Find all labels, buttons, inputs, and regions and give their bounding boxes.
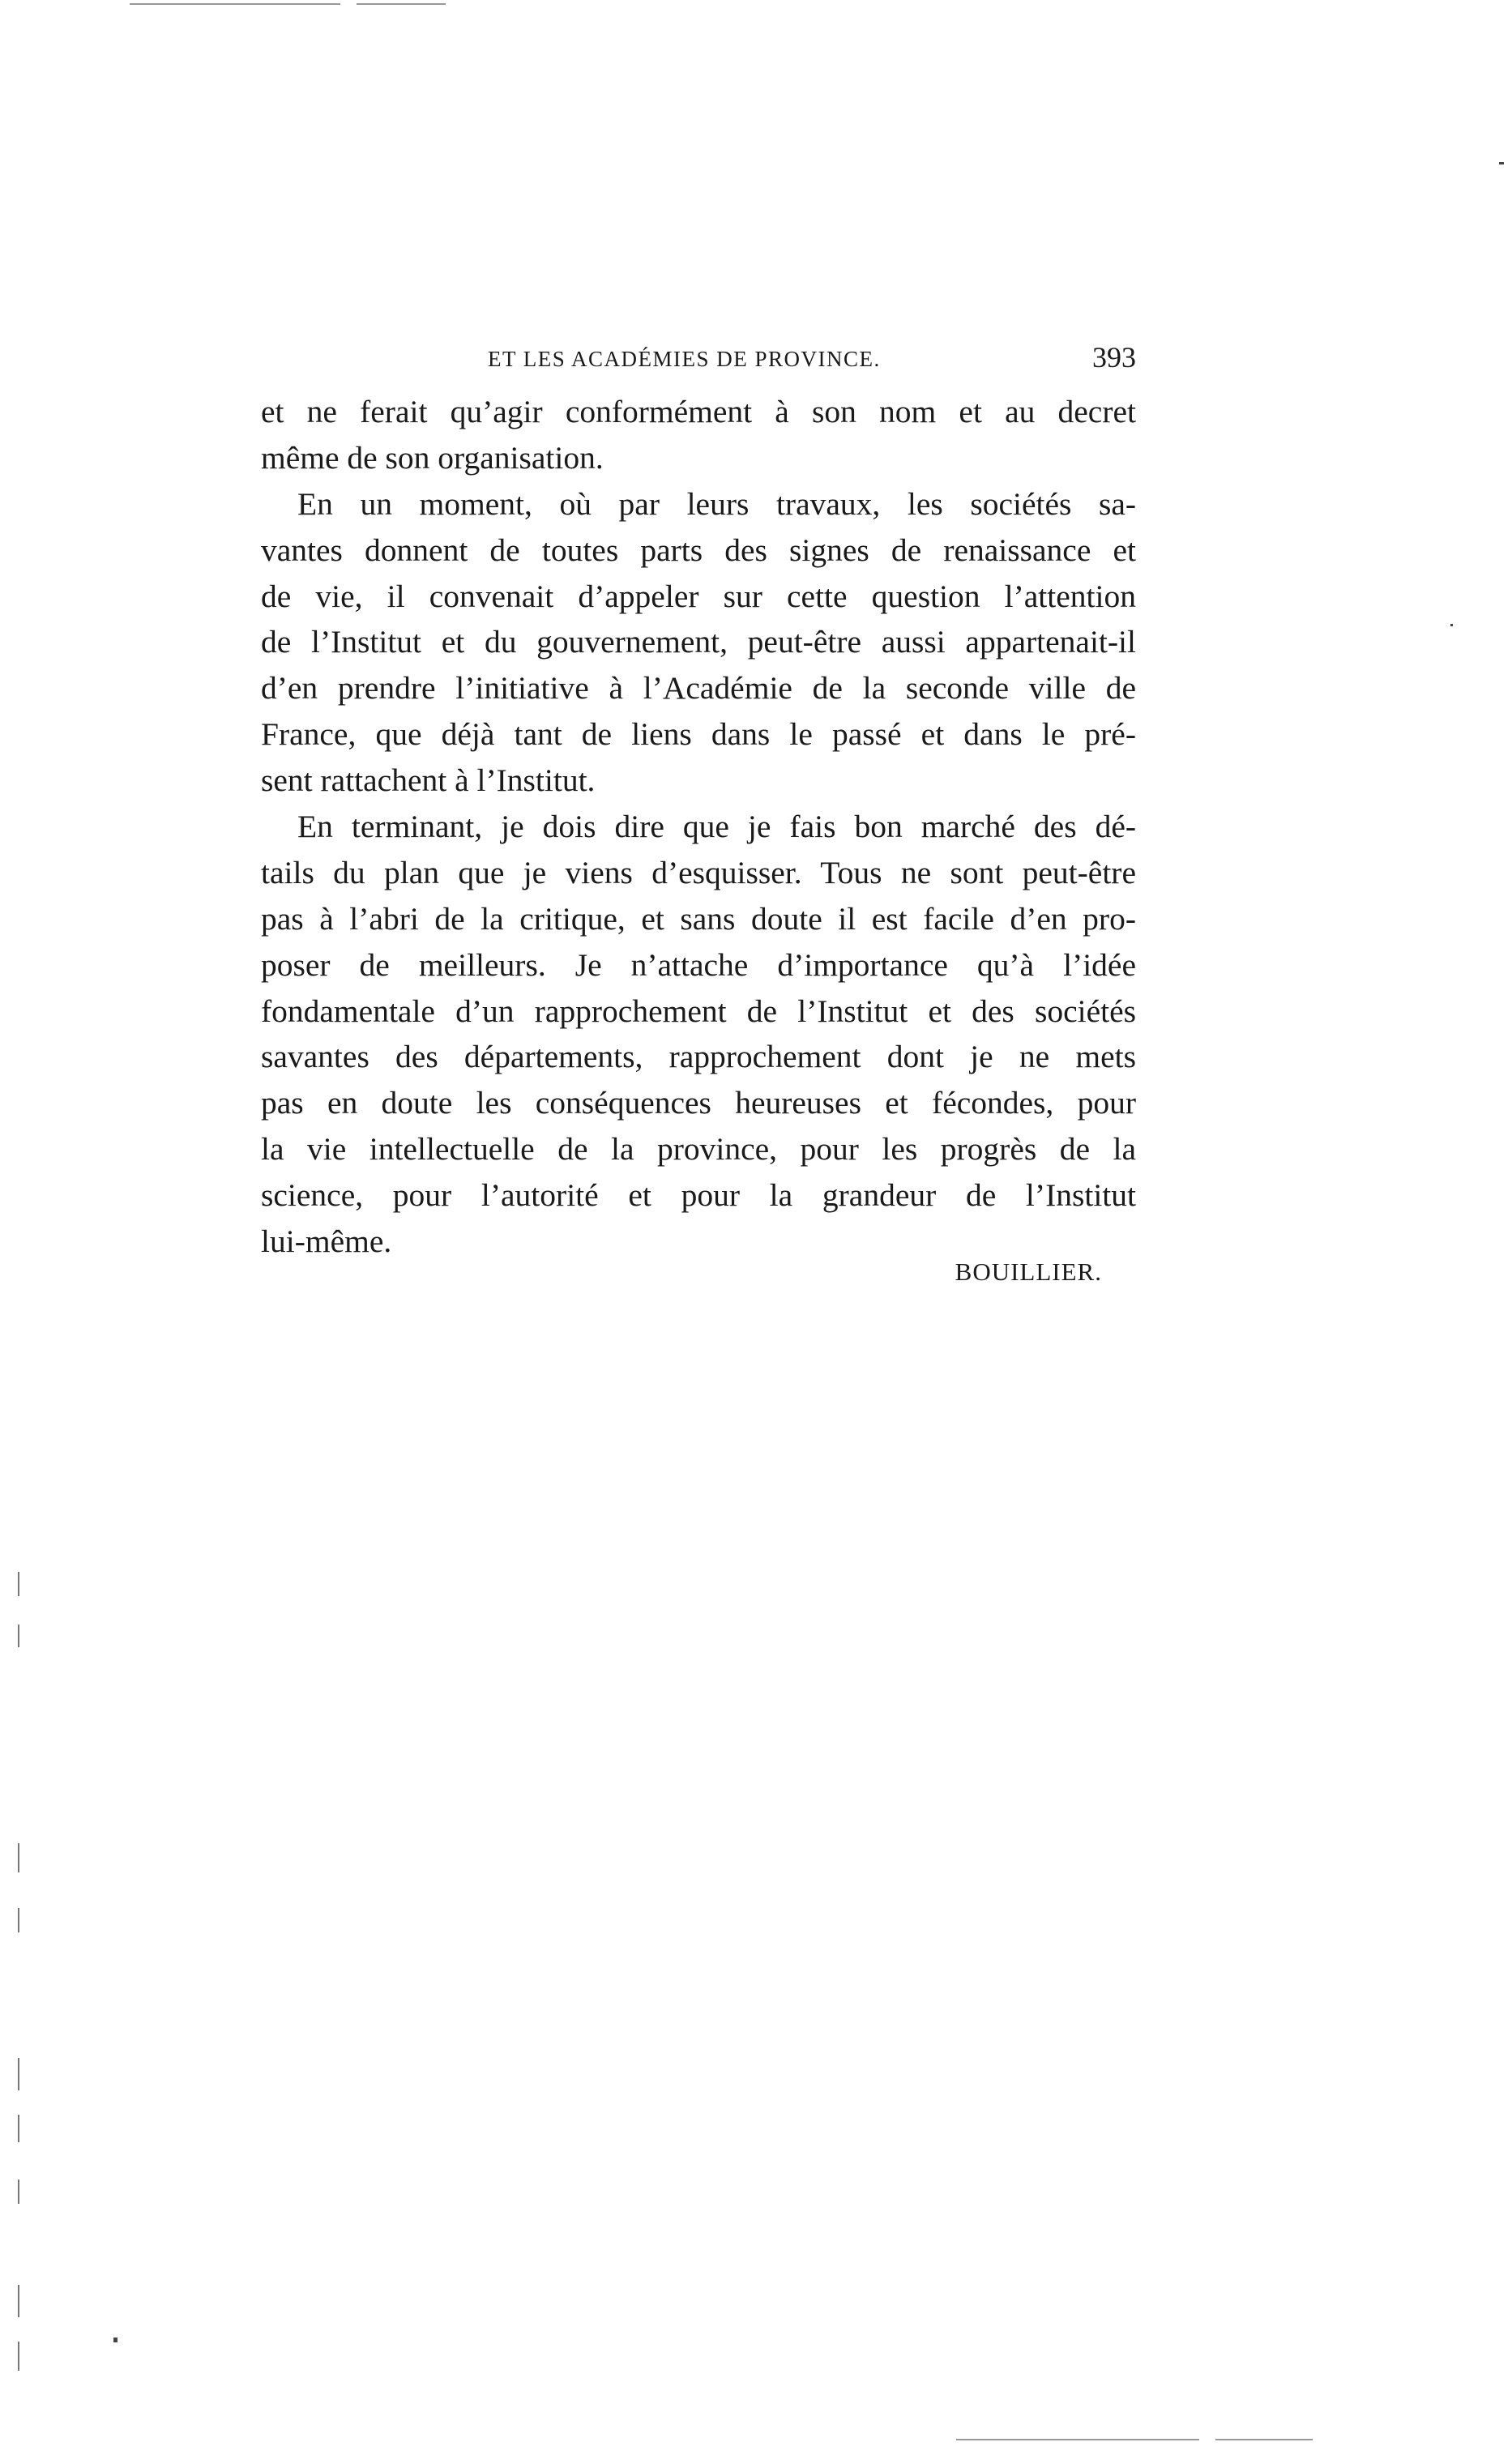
- margin-mark: [18, 2058, 19, 2090]
- margin-mark: [18, 1908, 19, 1932]
- text-line: savantes des départements, rapprochement dont je ne mets: [261, 1039, 1136, 1075]
- text-line: poser de meilleurs. Je n’attache d’importance qu’à l’idée: [261, 946, 1136, 983]
- text-line: science, pour l’autorité et pour la grandeur de l’Institut: [261, 1177, 1136, 1214]
- scan-mark: [130, 3, 340, 5]
- text-line: de l’Institut et du gouvernement, peut-être aussi appartenait-il: [261, 624, 1136, 660]
- text-line: pas à l’abri de la critique, et sans doute il est facile d’en pro-: [261, 900, 1136, 937]
- text-line: tails du plan que je viens d’esquisser. Tous ne sont peut-être: [261, 854, 1136, 890]
- text-line: lui-même.: [261, 1223, 392, 1260]
- text-line: d’en prendre l’initiative à l’Académie de la seconde ville de: [261, 670, 1136, 707]
- author-signature: BOUILLIER.: [955, 1257, 1102, 1286]
- text-line: France, que déjà tant de liens dans le passé et dans le pré-: [261, 716, 1136, 753]
- margin-mark: [18, 2285, 19, 2317]
- body-text: [261, 389, 1136, 1265]
- text-line: sent rattachent à l’Institut.: [261, 762, 596, 799]
- margin-mark: [18, 1572, 19, 1596]
- text-line: de vie, il convenait d’appeler sur cette question l’attention: [261, 578, 1136, 614]
- margin-mark: [18, 2342, 19, 2371]
- margin-mark: [18, 1843, 19, 1872]
- text-line: vantes donnent de toutes parts des signes de renaissance et: [261, 532, 1136, 568]
- margin-mark: [18, 1625, 19, 1647]
- text-line: la vie intellectuelle de la province, pour les progrès de la: [261, 1131, 1136, 1168]
- margin-mark: [18, 2180, 19, 2204]
- scan-mark: [113, 2338, 117, 2342]
- text-line: et ne ferait qu’agir conformément à son nom et au decret: [261, 394, 1136, 429]
- margin-mark: [18, 2115, 19, 2142]
- running-head: [261, 340, 1136, 381]
- text-line: pas en doute les conséquences heureuses et fécondes, pour: [261, 1085, 1136, 1121]
- text-line: même de son organisation.: [261, 439, 604, 476]
- scan-mark: [1215, 2439, 1313, 2440]
- scan-mark: [1499, 162, 1504, 164]
- text-line: En terminant, je dois dire que je fais bon marché des dé-: [297, 809, 1136, 845]
- scan-mark: [357, 3, 446, 5]
- scan-mark: [956, 2439, 1199, 2440]
- text-line: fondamentale d’un rapprochement de l’Institut et des sociétés: [261, 993, 1136, 1029]
- scan-mark: [1450, 624, 1453, 626]
- page-number: 393: [1092, 341, 1136, 374]
- running-title: ET LES ACADÉMIES DE PROVINCE.: [488, 347, 881, 371]
- text-line: En un moment, où par leurs travaux, les sociétés sa-: [297, 485, 1136, 522]
